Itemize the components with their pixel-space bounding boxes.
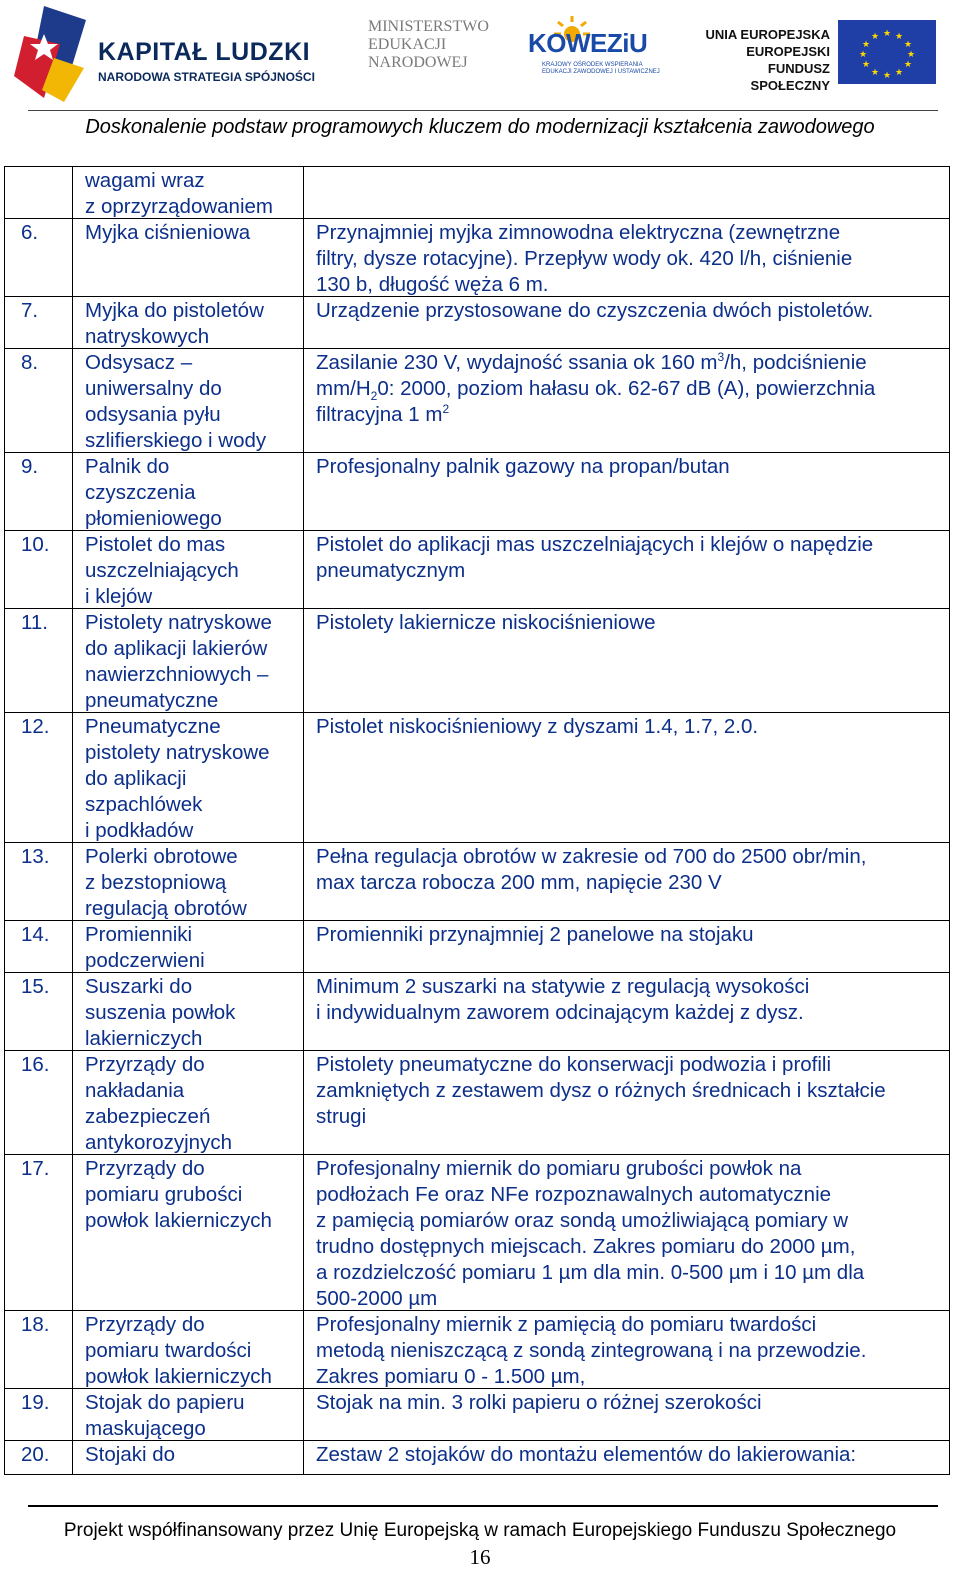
svg-text:★: ★ bbox=[894, 68, 904, 78]
kapital-ludzki-logo bbox=[14, 6, 314, 102]
item-description bbox=[316, 1390, 944, 1416]
description-line bbox=[316, 376, 944, 402]
description-line: Zakres pomiaru 0 - 1.500 µm, bbox=[316, 1365, 586, 1388]
description-line: Profesjonalny miernik do pomiaru grubości powłok na bbox=[316, 1157, 802, 1180]
item-name-line: Polerki obrotowe bbox=[85, 845, 238, 868]
item-name-line: do aplikacji bbox=[85, 767, 187, 790]
row-number: 9. bbox=[21, 455, 39, 478]
item-name-line: Odsysacz – bbox=[85, 351, 193, 374]
row-number: 16. bbox=[21, 1053, 50, 1076]
item-name-line: natryskowych bbox=[85, 325, 210, 348]
item-name-line: do aplikacji lakierów bbox=[85, 637, 268, 660]
table-row bbox=[5, 843, 949, 921]
item-name-line: i klejów bbox=[85, 585, 153, 608]
table-row bbox=[5, 1155, 949, 1311]
table-row bbox=[5, 973, 949, 1051]
svg-text:★: ★ bbox=[861, 60, 871, 70]
item-name-line: zabezpieczeń bbox=[85, 1105, 211, 1128]
item-name-line: Stojaki do bbox=[85, 1443, 176, 1466]
item-description bbox=[316, 974, 944, 1026]
table-row bbox=[5, 219, 949, 297]
item-name-line: Pistolet do mas bbox=[85, 533, 226, 556]
header-rule bbox=[28, 110, 938, 111]
kowezu-logo bbox=[526, 14, 660, 80]
description-line: Pistolet do aplikacji mas uszczelniających i klejów o napędzie bbox=[316, 533, 874, 556]
svg-text:★: ★ bbox=[858, 50, 868, 60]
item-name-line: Przyrządy do bbox=[85, 1313, 205, 1336]
svg-text:★: ★ bbox=[894, 32, 904, 42]
table-row bbox=[5, 1311, 949, 1389]
row-number: 14. bbox=[21, 923, 50, 946]
description-line: Pełna regulacja obrotów w zakresie od 700 do 2500 obr/min, bbox=[316, 845, 867, 868]
item-name bbox=[85, 844, 305, 922]
desc-text: 0: 2000, poziom hałasu ok. 62-67 dB (A), powierzchnia bbox=[377, 377, 876, 400]
eu-flag-icon bbox=[838, 20, 936, 84]
equipment-table bbox=[4, 166, 950, 1475]
description-line: Pistolety lakiernicze niskociśnieniowe bbox=[316, 611, 656, 634]
description-line: metodą nieniszczącą z sondą zintegrowaną i na przewodzie. bbox=[316, 1339, 867, 1362]
svg-text:★: ★ bbox=[870, 32, 880, 42]
table-row bbox=[5, 531, 949, 609]
description-line: 130 b, długość węża 6 m. bbox=[316, 273, 549, 296]
description-line: pneumatycznym bbox=[316, 559, 466, 582]
page-header bbox=[0, 0, 960, 112]
svg-text:★: ★ bbox=[861, 40, 871, 50]
ministry-line: MINISTERSTWO bbox=[368, 18, 489, 35]
item-name bbox=[85, 532, 305, 610]
eu-text-line: FUNDUSZ SPOŁECZNY bbox=[750, 61, 830, 93]
item-name-line: pistolety natryskowe bbox=[85, 741, 270, 764]
table-row bbox=[5, 1441, 949, 1474]
item-name bbox=[85, 350, 305, 454]
item-name-line: uniwersalny do bbox=[85, 377, 222, 400]
description-line: a rozdzielczość pomiaru 1 µm dla min. 0-500 µm i 10 µm dla bbox=[316, 1261, 865, 1284]
description-line: Pistolet niskociśnieniowy z dyszami 1.4, 1.7, 2.0. bbox=[316, 715, 759, 738]
item-name bbox=[85, 1052, 305, 1156]
item-description bbox=[316, 532, 944, 584]
document-subtitle: Doskonalenie podstaw programowych kluczem do modernizacji kształcenia zawodowego bbox=[85, 116, 875, 138]
svg-text:★: ★ bbox=[903, 60, 913, 70]
description-line: trudno dostępnych miejscach. Zakres pomiaru do 2000 µm, bbox=[316, 1235, 856, 1258]
item-description bbox=[316, 610, 944, 636]
item-name-line: uszczelniających bbox=[85, 559, 239, 582]
item-name bbox=[85, 714, 305, 844]
item-description bbox=[316, 220, 944, 298]
item-name-line: Myjka ciśnieniowa bbox=[85, 221, 251, 244]
kowezu-subtitle bbox=[542, 62, 660, 76]
item-name-line: powłok lakierniczych bbox=[85, 1365, 272, 1388]
kapital-ludzki-title: KAPITAŁ LUDZKI bbox=[98, 38, 311, 66]
description-line: Profesjonalny palnik gazowy na propan/butan bbox=[316, 455, 730, 478]
row-number: 8. bbox=[21, 351, 39, 374]
item-description bbox=[316, 922, 944, 948]
ministry-line: EDUKACJI bbox=[368, 36, 447, 53]
table-row bbox=[5, 453, 949, 531]
table-row bbox=[5, 1389, 949, 1441]
item-name-line: powłok lakierniczych bbox=[85, 1209, 272, 1232]
item-name-line: Przyrządy do bbox=[85, 1053, 205, 1076]
description-line: strugi bbox=[316, 1105, 367, 1128]
item-name-line: podczerwieni bbox=[85, 949, 205, 972]
item-name bbox=[85, 1442, 305, 1468]
description-line: z pamięcią pomiarów oraz sondą umożliwiającą pomiary w bbox=[316, 1209, 849, 1232]
item-name bbox=[85, 220, 305, 246]
kowezu-subtitle-line: EDUKACJI ZAWODOWEJ I USTAWICZNEJ bbox=[542, 69, 660, 75]
page-number: 16 bbox=[469, 1545, 491, 1569]
description-line: Promienniki przynajmniej 2 panelowe na stojaku bbox=[316, 923, 754, 946]
item-name-line: Promienniki bbox=[85, 923, 193, 946]
footer-rule bbox=[28, 1505, 938, 1507]
item-name-line: Pistolety natryskowe bbox=[85, 611, 272, 634]
item-name-line: nakładania bbox=[85, 1079, 185, 1102]
item-name-line: suszenia powłok bbox=[85, 1001, 236, 1024]
item-name-line: szpachlówek bbox=[85, 793, 203, 816]
subscript: 2 bbox=[370, 389, 378, 404]
item-name bbox=[85, 974, 305, 1052]
description-line: max tarcza robocza 200 mm, napięcie 230 V bbox=[316, 871, 722, 894]
row-number: 18. bbox=[21, 1313, 50, 1336]
item-name bbox=[85, 1312, 305, 1390]
table-row bbox=[5, 1051, 949, 1155]
svg-text:★: ★ bbox=[906, 50, 916, 60]
item-name-line: pneumatyczne bbox=[85, 689, 219, 712]
description-line: Profesjonalny miernik z pamięcią do pomiaru twardości bbox=[316, 1313, 817, 1336]
item-description bbox=[316, 844, 944, 896]
svg-text:★: ★ bbox=[882, 29, 892, 39]
item-name-line: regulacją obrotów bbox=[85, 897, 247, 920]
row-number: 12. bbox=[21, 715, 50, 738]
desc-text: Zasilanie 230 V, wydajność ssania ok 160 m bbox=[316, 351, 718, 374]
description-line: zamkniętych z zestawem dysz o różnych średnicach i kształcie bbox=[316, 1079, 886, 1102]
item-name-line: antykorozyjnych bbox=[85, 1131, 232, 1154]
item-description bbox=[316, 350, 944, 428]
row-number: 17. bbox=[21, 1157, 50, 1180]
item-description bbox=[316, 1052, 944, 1130]
eu-text-line: EUROPEJSKI bbox=[746, 44, 830, 59]
item-name-line: z oprzyrządowaniem bbox=[85, 195, 273, 218]
kapital-ludzki-subtitle: NARODOWA STRATEGIA SPÓJNOŚCI bbox=[98, 70, 315, 84]
item-name-line: nawierzchniowych – bbox=[85, 663, 269, 686]
ministry-logo bbox=[368, 18, 508, 78]
item-name bbox=[85, 168, 305, 220]
superscript: 3 bbox=[717, 350, 725, 365]
item-description bbox=[316, 1442, 944, 1468]
table-row bbox=[5, 609, 949, 713]
description-line: Urządzenie przystosowane do czyszczenia dwóch pistoletów. bbox=[316, 299, 874, 322]
item-description bbox=[316, 454, 944, 480]
kowezu-subtitle-line: KRAJOWY OŚRODEK WSPIERANIA bbox=[542, 62, 643, 68]
description-line: podłożach Fe oraz NFe rozpoznawalnych automatycznie bbox=[316, 1183, 832, 1206]
row-number: 11. bbox=[21, 611, 48, 634]
desc-text: filtracyjna 1 m bbox=[316, 403, 443, 426]
table-row bbox=[5, 349, 949, 453]
row-number: 19. bbox=[21, 1391, 50, 1414]
item-description bbox=[316, 1156, 944, 1312]
description-line bbox=[316, 402, 944, 428]
superscript: 2 bbox=[442, 402, 450, 417]
desc-text: /h, podciśnienie bbox=[724, 351, 867, 374]
description-line bbox=[316, 350, 944, 376]
desc-text: mm/H bbox=[316, 377, 371, 400]
row-number: 10. bbox=[21, 533, 50, 556]
item-name-line: maskującego bbox=[85, 1417, 206, 1440]
item-name-line: Przyrządy do bbox=[85, 1157, 205, 1180]
description-line: filtry, dysze rotacyjne). Przepływ wody ok. 420 l/h, ciśnienie bbox=[316, 247, 853, 270]
svg-text:★: ★ bbox=[882, 71, 892, 81]
table-row bbox=[5, 921, 949, 973]
description-line: Stojak na min. 3 rolki papieru o różnej szerokości bbox=[316, 1391, 762, 1414]
description-line: Przynajmniej myjka zimnowodna elektryczna (zewnętrzne bbox=[316, 221, 841, 244]
eu-logo bbox=[698, 20, 938, 93]
item-name-line: z bezstopniową bbox=[85, 871, 227, 894]
footer-text: Projekt współfinansowany przez Unię Europejską w ramach Europejskiego Funduszu Społecznego bbox=[63, 1520, 897, 1541]
description-line: Zestaw 2 stojaków do montażu elementów do lakierowania: bbox=[316, 1443, 857, 1466]
table-row bbox=[5, 167, 949, 219]
eu-text bbox=[698, 26, 830, 94]
item-name-line: Myjka do pistoletów bbox=[85, 299, 264, 322]
item-name-line: wagami wraz bbox=[85, 169, 205, 192]
description-line: Minimum 2 suszarki na statywie z regulacją wysokości bbox=[316, 975, 810, 998]
ministry-line: NARODOWEJ bbox=[368, 54, 468, 71]
item-description bbox=[316, 1312, 944, 1390]
table-row bbox=[5, 713, 949, 843]
item-name bbox=[85, 922, 305, 974]
item-name-line: lakierniczych bbox=[85, 1027, 203, 1050]
item-name bbox=[85, 1156, 305, 1234]
description-line: Pistolety pneumatyczne do konserwacji podwozia i profili bbox=[316, 1053, 832, 1076]
item-name bbox=[85, 298, 305, 350]
row-number: 13. bbox=[21, 845, 50, 868]
description-line: 500-2000 µm bbox=[316, 1287, 438, 1310]
item-name-line: pomiaru twardości bbox=[85, 1339, 252, 1362]
item-name bbox=[85, 610, 305, 714]
svg-text:★: ★ bbox=[903, 40, 913, 50]
item-name-line: pomiaru grubości bbox=[85, 1183, 243, 1206]
item-name bbox=[85, 1390, 305, 1442]
item-name-line: odsysania pyłu bbox=[85, 403, 221, 426]
row-number: 20. bbox=[21, 1443, 50, 1466]
item-name-line: szlifierskiego i wody bbox=[85, 429, 267, 452]
item-name-line: Stojak do papieru bbox=[85, 1391, 245, 1414]
description-line: i indywidualnym zaworem odcinającym każdej z dysz. bbox=[316, 1001, 804, 1024]
item-name-line: płomieniowego bbox=[85, 507, 222, 530]
item-description bbox=[316, 298, 944, 324]
item-name-line: Palnik do bbox=[85, 455, 170, 478]
kapital-ludzki-emblem-icon bbox=[14, 6, 94, 102]
row-number: 15. bbox=[21, 975, 50, 998]
svg-text:★: ★ bbox=[870, 68, 880, 78]
item-name-line: Pneumatyczne bbox=[85, 715, 221, 738]
row-number: 7. bbox=[21, 299, 39, 322]
item-name-line: Suszarki do bbox=[85, 975, 193, 998]
row-number: 6. bbox=[21, 221, 39, 244]
eu-text-line: UNIA EUROPEJSKA bbox=[705, 27, 830, 42]
item-description bbox=[316, 714, 944, 740]
item-name bbox=[85, 454, 305, 532]
item-name-line: czyszczenia bbox=[85, 481, 196, 504]
kowezu-name: KOWEZiU bbox=[528, 28, 648, 58]
item-name-line: i podkładów bbox=[85, 819, 194, 842]
table-row bbox=[5, 297, 949, 349]
